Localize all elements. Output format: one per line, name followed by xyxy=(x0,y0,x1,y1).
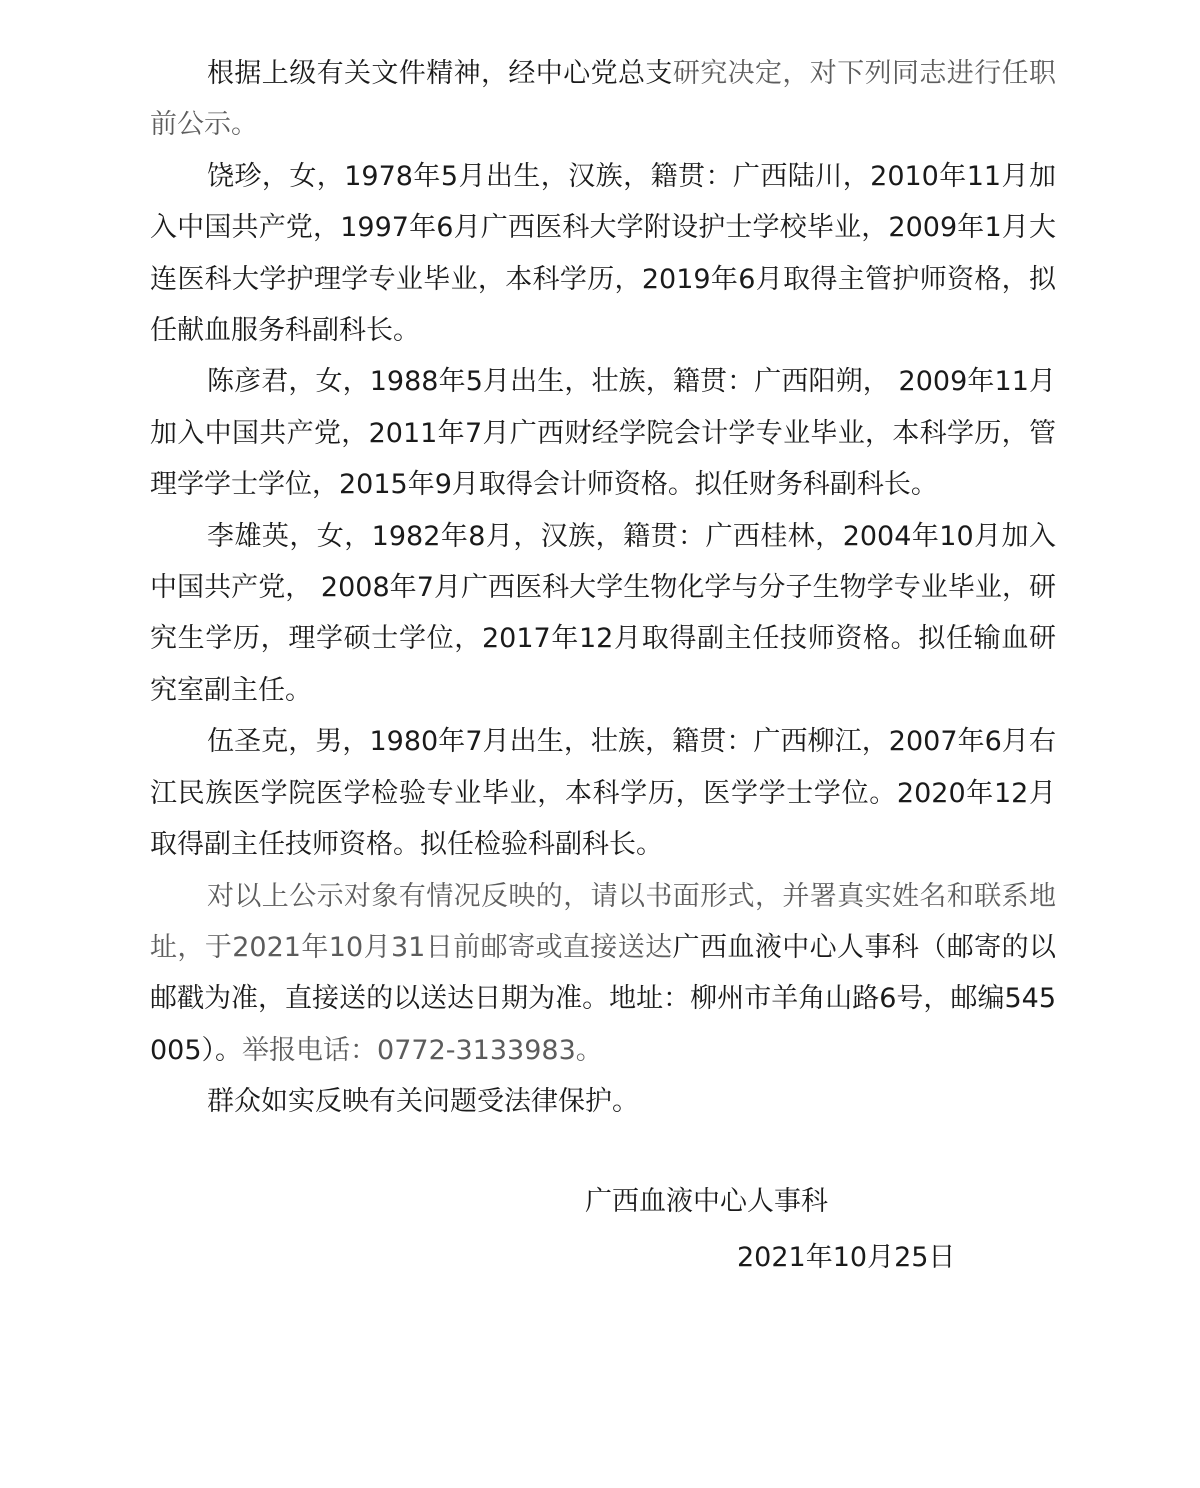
intro-paragraph xyxy=(150,48,1056,151)
notice-body xyxy=(150,48,1056,1128)
candidate-paragraph-rao-zhen xyxy=(150,151,1056,357)
report-phone-text: 举报电话：0772-3133983。 xyxy=(242,1034,603,1066)
candidate-paragraph-chen-yanjun xyxy=(150,356,1056,510)
signature-date: 2021年10月25日 xyxy=(737,1242,956,1273)
feedback-text-part1: 对以上公示对象有情况反映的，请以书面形式，并署真实姓名和联系地址，于2021年10月31日前邮寄或直接送达 xyxy=(150,880,1056,963)
legal-protection-paragraph xyxy=(150,1076,1056,1127)
candidate-paragraph-li-xiongying xyxy=(150,511,1056,717)
signature-department: 广西血液中心人事科 xyxy=(585,1186,828,1217)
candidate-text: 陈彦君，女，1988年5月出生，壮族，籍贯：广西阳朔， 2009年11月加入中国共产党，2011年7月广西财经学院会计学专业毕业，本科学历，管理学学士学位，2015年9月取得会计师资格。拟任财务科副科长。 xyxy=(150,366,1056,501)
legal-protection-text: 群众如实反映有关问题受法律保护。 xyxy=(207,1086,639,1118)
intro-text-part2: 研究决定，对下列同志进行任职前公示。 xyxy=(150,58,1057,141)
intro-text-part1: 根据上级有关文件精神，经中心党总支 xyxy=(207,58,673,89)
candidate-text: 李雄英，女，1982年8月，汉族，籍贯：广西桂林，2004年10月加入中国共产党， 2008年7月广西医科大学生物化学与分子生物学专业毕业，研究生学历，理学硕士学位，2017年12月取得副主任技师资格。拟任输血研究室副主任。 xyxy=(150,520,1056,706)
feedback-paragraph xyxy=(150,871,1056,1077)
feedback-text-part2: 广西血液中心人事科（邮寄的以邮戳为准，直接送的以送达日期为准。地址：柳州市羊角山路6号，邮编545005）。 xyxy=(150,931,1056,1066)
candidate-text: 伍圣克，男，1980年7月出生，壮族，籍贯：广西柳江，2007年6月右江民族医学院医学检验专业毕业，本科学历，医学学士学位。2020年12月取得副主任技师资格。拟任检验科副科长。 xyxy=(150,726,1056,861)
candidate-text: 饶珍，女，1978年5月出生，汉族，籍贯：广西陆川，2010年11月加入中国共产党，1997年6月广西医科大学附设护士学校毕业，2009年1月大连医科大学护理学专业毕业，本科学历，2019年6月取得主管护师资格，拟任献血服务科副科长。 xyxy=(150,160,1056,347)
candidate-paragraph-wu-shengke xyxy=(150,716,1056,870)
